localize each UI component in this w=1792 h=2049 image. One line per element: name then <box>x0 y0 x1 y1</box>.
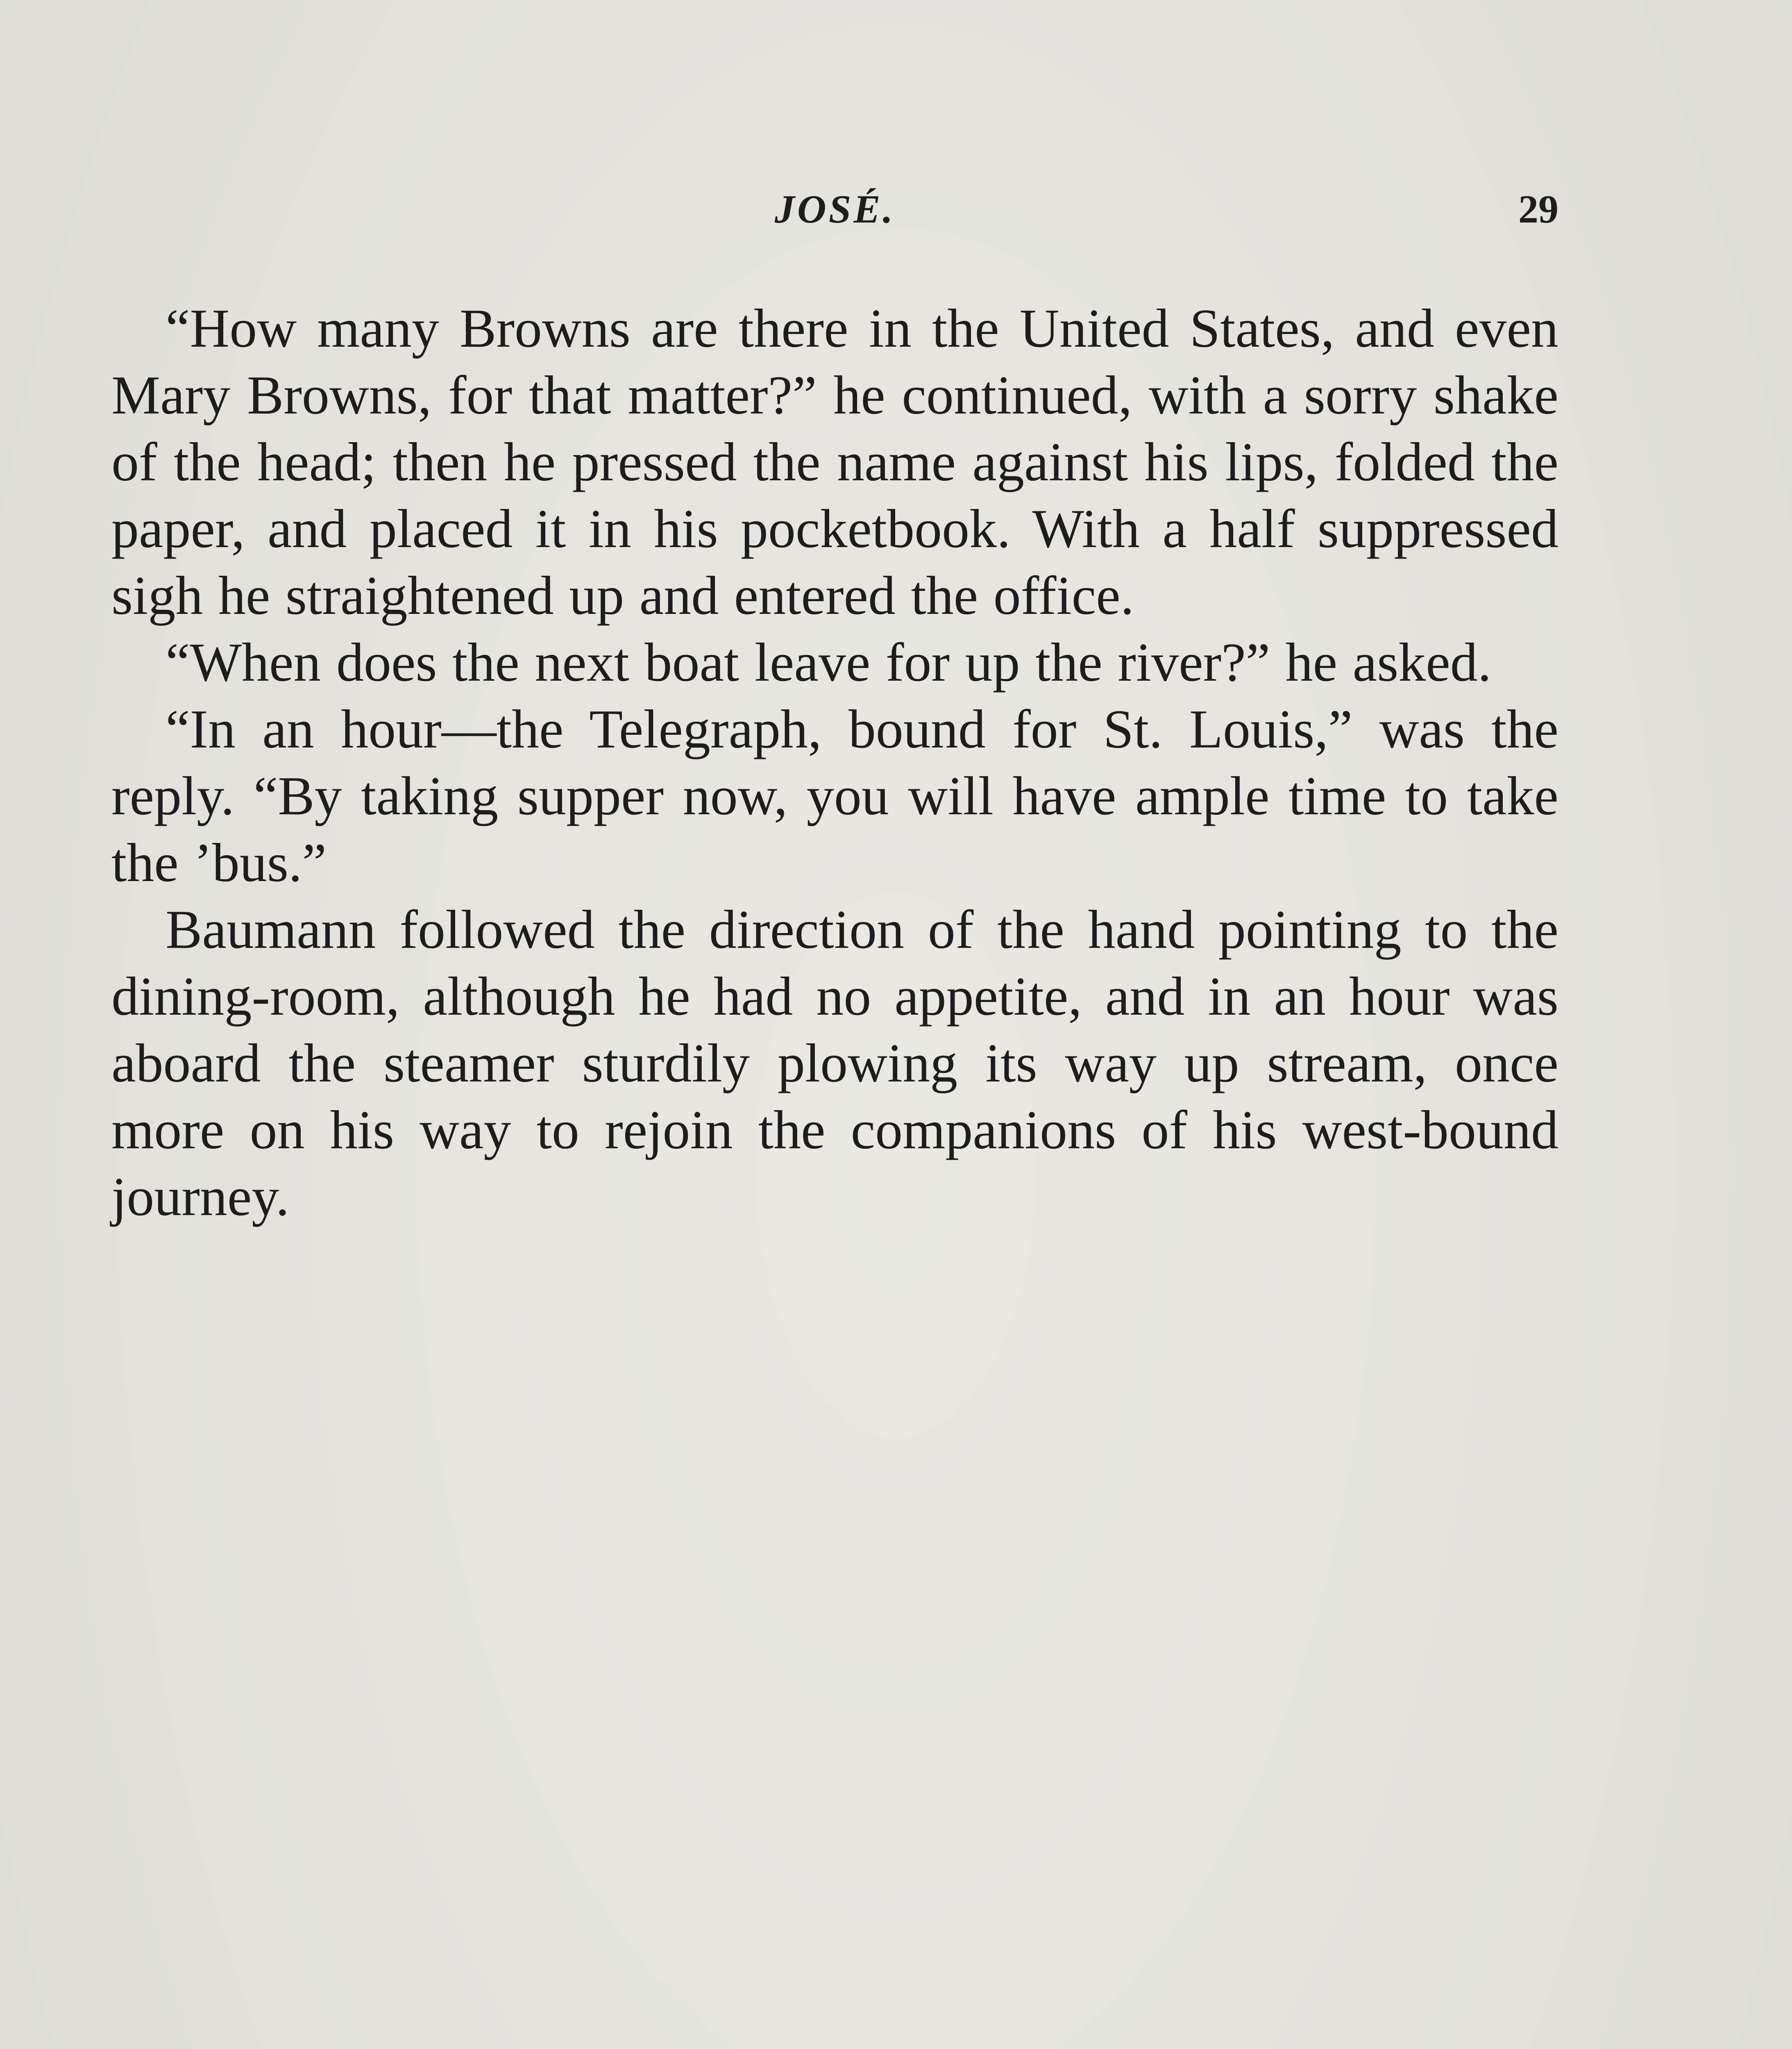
page-number: 29 <box>1518 187 1558 232</box>
running-title: JOSÉ. <box>774 187 896 232</box>
paragraph: “How many Browns are there in the United States, and even Mary Browns, for that matter?” he continued, with a sorry shake of the head; then he pressed the name against his lips, folded the paper, and placed it in his pocketbook. With a half suppressed sigh he straightened up and entered the office. <box>111 298 1558 626</box>
body-text <box>111 295 1558 1230</box>
paragraph: “In an hour—the Telegraph, bound for St. Louis,” was the reply. “By taking supper now, you will have ample time to take the ’bus.” <box>111 699 1558 893</box>
running-head <box>111 186 1558 244</box>
paragraph: “When does the next boat leave for up the river?” he asked. <box>166 632 1492 693</box>
paragraph: Baumann followed the direction of the hand pointing to the dining-room, although he had no appetite, and in an hour was aboard the steamer sturdily plowing its way up stream, once more on his way to rejoin the companions of his west-bound journey. <box>111 899 1558 1227</box>
